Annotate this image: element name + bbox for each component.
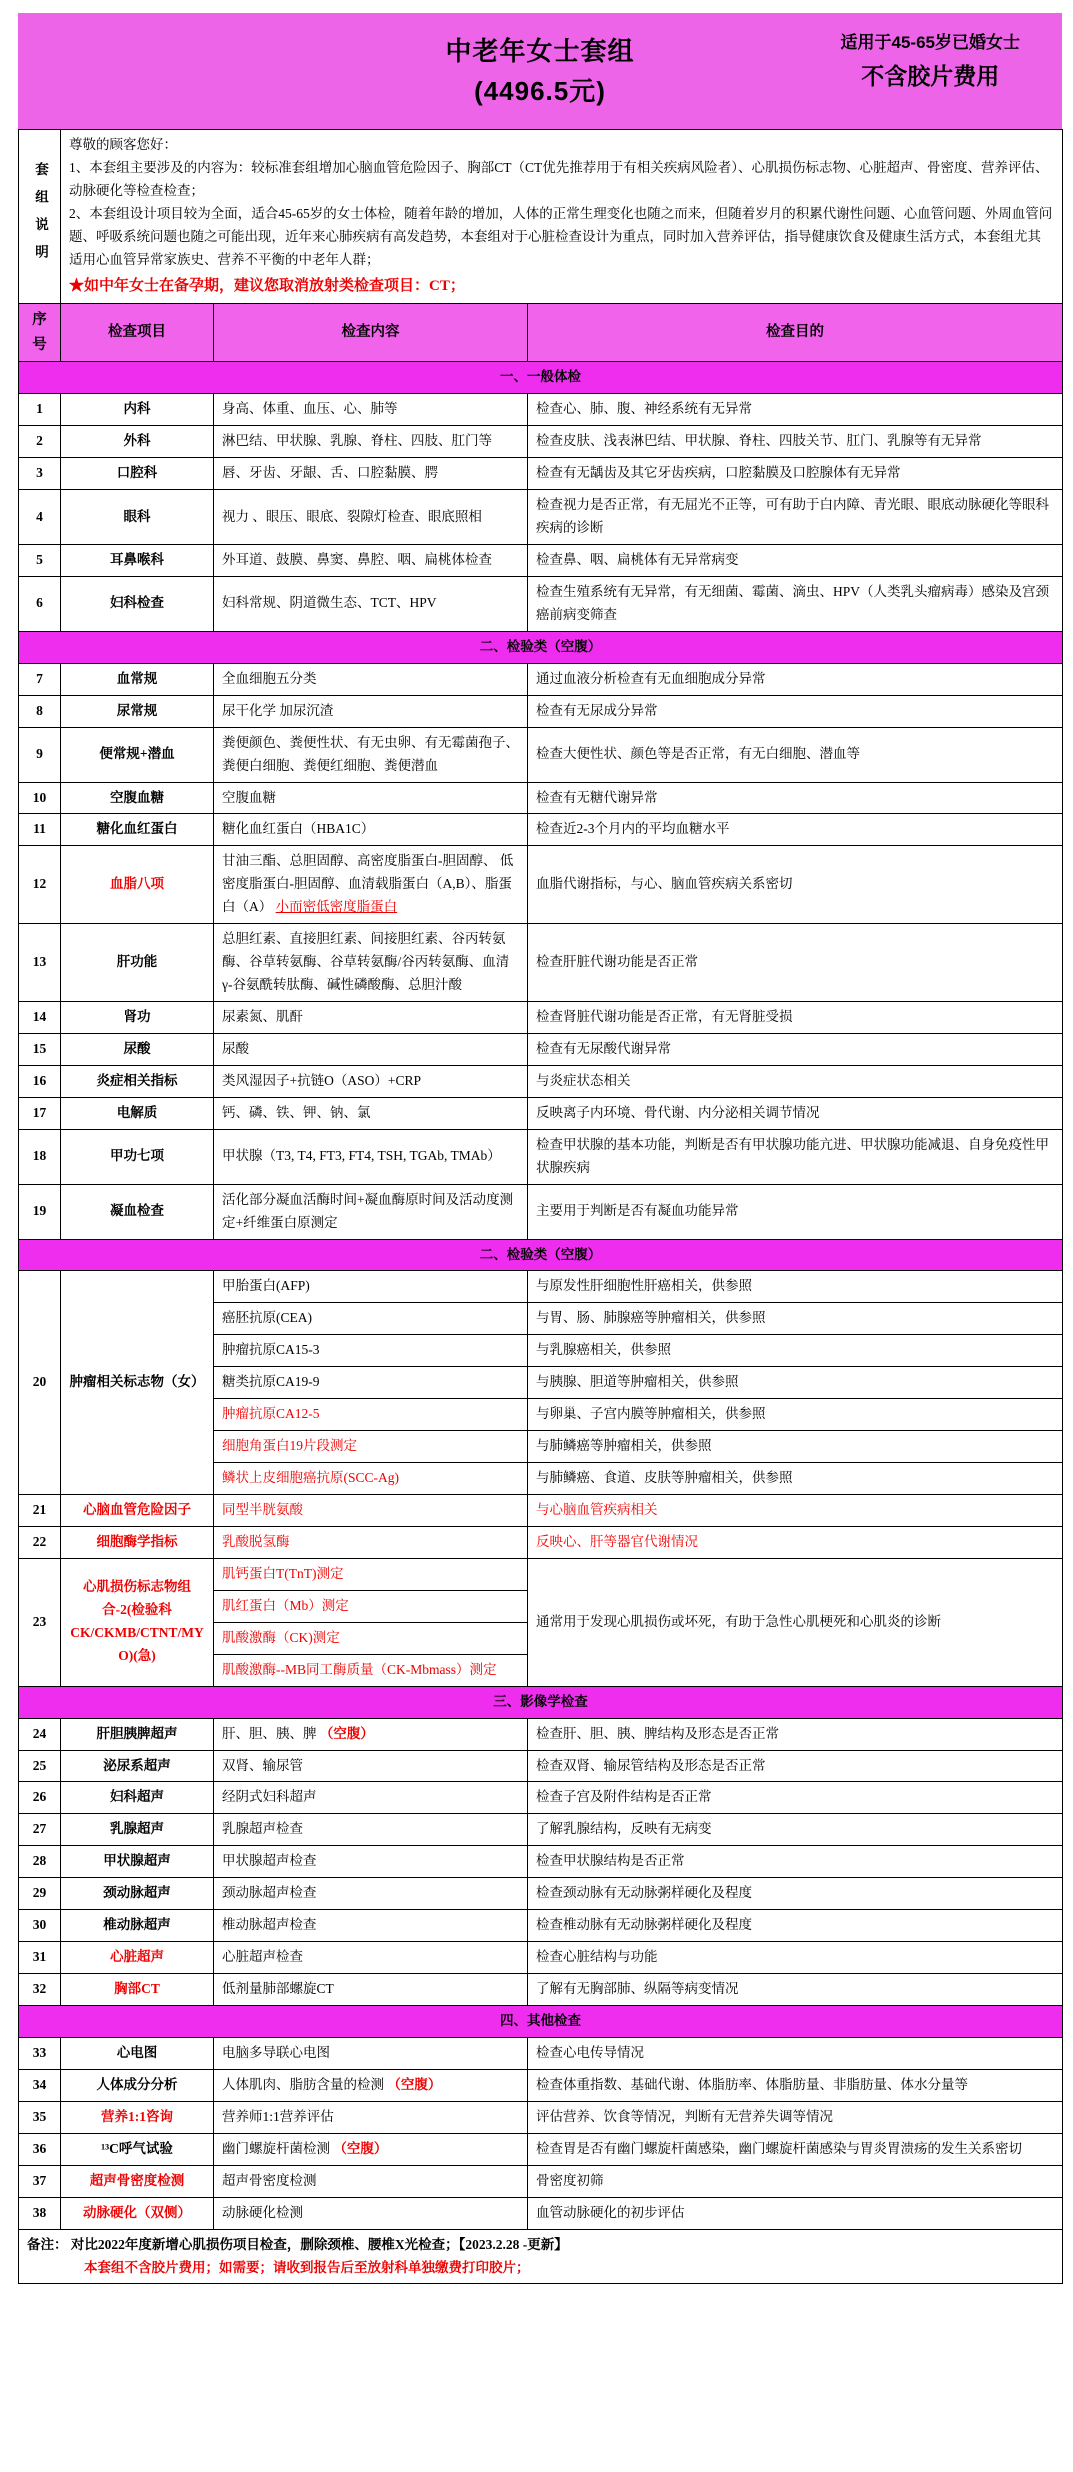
section-title: 二、检验类（空腹） (19, 1239, 1063, 1271)
exam-item-name: 血脂八项 (61, 846, 214, 924)
row-number: 25 (19, 1750, 61, 1782)
table-row (19, 1271, 1063, 1303)
exam-content-red-text: 小而密低密度脂蛋白 (275, 899, 398, 915)
exam-content-text: 粪便颜色、粪便性状、有无虫卵、有无霉菌孢子、粪便白细胞、粪便红细胞、粪便潜血 (222, 734, 519, 773)
exam-content (214, 426, 528, 458)
exam-item-name: 动脉硬化（双侧） (61, 2197, 214, 2229)
table-row (19, 1065, 1063, 1097)
exam-purpose: 与乳腺癌相关，供参照 (528, 1335, 1063, 1367)
table-row (19, 2197, 1063, 2229)
exam-purpose: 通常用于发现心肌损伤或坏死，有助于急性心肌梗死和心肌炎的诊断 (528, 1558, 1063, 1686)
exam-content-text: 总胆红素、直接胆红素、间接胆红素、谷丙转氨酶、谷草转氨酶、谷草转氨酶/谷丙转氨酶、血清γ-谷氨酰转肽酶、碱性磷酸酶、总胆汁酸 (222, 931, 510, 993)
package-price: (4496.5元) (474, 76, 606, 106)
note-cell (19, 2229, 1063, 2284)
table-row (19, 2101, 1063, 2133)
exam-content (214, 1942, 528, 1974)
table-row (19, 1718, 1063, 1750)
row-number: 29 (19, 1878, 61, 1910)
exam-content (214, 490, 528, 545)
exam-content (214, 2165, 528, 2197)
exam-content (214, 2197, 528, 2229)
table-row (19, 1910, 1063, 1942)
exam-purpose: 了解乳腺结构，反映有无病变 (528, 1814, 1063, 1846)
row-number: 4 (19, 490, 61, 545)
header-content: 检查内容 (214, 304, 528, 362)
exam-content-text: 空腹血糖 (222, 789, 276, 805)
table-row (19, 814, 1063, 846)
exam-item-name: 妇科超声 (61, 1782, 214, 1814)
exam-content (214, 1878, 528, 1910)
exam-content-text: 癌胚抗原(CEA) (222, 1310, 312, 1326)
row-number: 38 (19, 2197, 61, 2229)
table-header-row (19, 304, 1063, 362)
table-row (19, 2165, 1063, 2197)
pregnancy-ct-warning: ★如中年女士在备孕期，建议您取消放射类检查项目：CT； (69, 277, 465, 294)
banner (18, 13, 1062, 129)
table-row (19, 1750, 1063, 1782)
exam-content-text: 甲状腺超声检查 (222, 1853, 317, 1869)
exam-item-name: 肝胆胰脾超声 (61, 1718, 214, 1750)
table-row (19, 782, 1063, 814)
description-greeting: 尊敬的顾客您好： (69, 137, 177, 152)
exam-content (214, 1910, 528, 1942)
exam-content-text: 肿瘤抗原CA15-3 (222, 1342, 320, 1358)
exam-purpose: 与肺鳞癌、食道、皮肤等肿瘤相关，供参照 (528, 1463, 1063, 1495)
row-number: 11 (19, 814, 61, 846)
exam-content (214, 782, 528, 814)
exam-content (214, 663, 528, 695)
row-number: 22 (19, 1526, 61, 1558)
exam-purpose: 通过血液分析检查有无血细胞成分异常 (528, 663, 1063, 695)
exam-purpose: 检查生殖系统有无异常，有无细菌、霉菌、滴虫、HPV（人类乳头瘤病毒）感染及宫颈癌前病变筛查 (528, 576, 1063, 631)
row-number: 24 (19, 1718, 61, 1750)
exam-content-text: 电脑多导联心电图 (222, 2044, 330, 2060)
fasting-flag: （空腹） (319, 1725, 374, 1741)
row-number: 8 (19, 695, 61, 727)
table-row (19, 1033, 1063, 1065)
table-row (19, 727, 1063, 782)
header-purpose: 检查目的 (528, 304, 1063, 362)
exam-item-name: 肿瘤相关标志物（女） (61, 1271, 214, 1495)
exam-item-name: 凝血检查 (61, 1184, 214, 1239)
fasting-flag: （空腹） (333, 2140, 388, 2156)
exam-content-text: 尿素氮、肌酐 (222, 1009, 303, 1025)
exam-item-name: 心脑血管危险因子 (61, 1495, 214, 1527)
exam-item-name: 营养1:1咨询 (61, 2101, 214, 2133)
exam-content-text: 外耳道、鼓膜、鼻窦、鼻腔、咽、扁桃体检查 (222, 552, 492, 568)
exam-item-name: 血常规 (61, 663, 214, 695)
exam-purpose: 与卵巢、子宫内膜等肿瘤相关，供参照 (528, 1399, 1063, 1431)
table-row (19, 1129, 1063, 1184)
row-number: 33 (19, 2037, 61, 2069)
exam-item-name: 心电图 (61, 2037, 214, 2069)
exam-content-text: 同型半胱氨酸 (222, 1502, 303, 1518)
exam-item-name: 内科 (61, 394, 214, 426)
exam-item-name: 耳鼻喉科 (61, 545, 214, 577)
row-number: 12 (19, 846, 61, 924)
exam-purpose: 反映心、肝等器官代谢情况 (528, 1526, 1063, 1558)
exam-item-name: 尿常规 (61, 695, 214, 727)
exam-item-name: 糖化血红蛋白 (61, 814, 214, 846)
exam-purpose: 检查鼻、咽、扁桃体有无异常病变 (528, 545, 1063, 577)
exam-purpose: 检查有无尿成分异常 (528, 695, 1063, 727)
row-number: 16 (19, 1065, 61, 1097)
exam-content (214, 1495, 528, 1527)
exam-content-text: 肌酸激酶（CK)测定 (222, 1629, 340, 1645)
row-number: 14 (19, 1002, 61, 1034)
exam-purpose: 评估营养、饮食等情况，判断有无营养失调等情况 (528, 2101, 1063, 2133)
exam-item-name: 细胞酶学指标 (61, 1526, 214, 1558)
description-body (61, 130, 1063, 304)
exam-content (214, 1622, 528, 1654)
exam-item-name: 电解质 (61, 1097, 214, 1129)
exam-item-name: 超声骨密度检测 (61, 2165, 214, 2197)
exam-purpose: 检查甲状腺的基本功能，判断是否有甲状腺功能亢进、甲状腺功能减退、自身免疫性甲状腺疾病 (528, 1129, 1063, 1184)
row-number: 5 (19, 545, 61, 577)
row-number: 17 (19, 1097, 61, 1129)
exam-content-text: 活化部分凝血活酶时间+凝血酶原时间及活动度测定+纤维蛋白原测定 (222, 1191, 514, 1230)
exam-content (214, 846, 528, 924)
row-number: 1 (19, 394, 61, 426)
section-row (19, 1686, 1063, 1718)
exam-content (214, 1974, 528, 2006)
exam-purpose: 检查子宫及附件结构是否正常 (528, 1782, 1063, 1814)
exam-purpose: 与炎症状态相关 (528, 1065, 1063, 1097)
exam-content (214, 1814, 528, 1846)
table-row (19, 1846, 1063, 1878)
exam-purpose: 检查近2-3个月内的平均血糖水平 (528, 814, 1063, 846)
table-row (19, 924, 1063, 1002)
exam-item-name: 颈动脉超声 (61, 1878, 214, 1910)
exam-item-name: 甲功七项 (61, 1129, 214, 1184)
exam-purpose: 血脂代谢指标，与心、脑血管疾病关系密切 (528, 846, 1063, 924)
exam-content (214, 1463, 528, 1495)
exam-content-text: 甲状腺（T3, T4, FT3, FT4, TSH, TGAb, TMAb） (222, 1148, 501, 1164)
exam-content (214, 2069, 528, 2101)
exam-item-name: 炎症相关指标 (61, 1065, 214, 1097)
exam-purpose: 检查体重指数、基础代谢、体脂肪率、体脂肪量、非脂肪量、体水分量等 (528, 2069, 1063, 2101)
table-row (19, 1002, 1063, 1034)
table-row (19, 1526, 1063, 1558)
table-row (19, 1495, 1063, 1527)
row-number: 3 (19, 458, 61, 490)
note-row (19, 2229, 1063, 2284)
note-line-1 (27, 2234, 1054, 2257)
exam-purpose: 检查有无龋齿及其它牙齿疾病，口腔黏膜及口腔腺体有无异常 (528, 458, 1063, 490)
table-row (19, 576, 1063, 631)
row-number: 9 (19, 727, 61, 782)
note-line-2: 本套组不含胶片费用；如需要；请收到报告后至放射科单独缴费打印胶片； (84, 2259, 530, 2275)
film-fee-note: 不含胶片费用 (861, 62, 1000, 89)
section-row (19, 2006, 1063, 2038)
exam-content (214, 2133, 528, 2165)
exam-purpose: 检查甲状腺结构是否正常 (528, 1846, 1063, 1878)
exam-content-text: 妇科常规、阴道微生态、TCT、HPV (222, 595, 437, 611)
exam-table-body (19, 362, 1063, 2229)
exam-content (214, 1399, 528, 1431)
row-number: 28 (19, 1846, 61, 1878)
exam-content-text: 肿瘤抗原CA12-5 (222, 1406, 320, 1422)
row-number: 35 (19, 2101, 61, 2133)
table-row (19, 1184, 1063, 1239)
exam-item-name: 尿酸 (61, 1033, 214, 1065)
exam-item-name: 口腔科 (61, 458, 214, 490)
exam-content (214, 695, 528, 727)
exam-content-text: 身高、体重、血压、心、肺等 (222, 401, 398, 417)
exam-content (214, 1335, 528, 1367)
row-number: 34 (19, 2069, 61, 2101)
section-row (19, 631, 1063, 663)
description-paragraph-2: 2、本套组设计项目较为全面，适合45-65岁的女士体检，随着年龄的增加，人体的正常生理变化也随之而来，但随着岁月的积累代谢性问题、心血管问题、外周血管问题、呼吸系统问题也随之可能出现，近年来心肺疾病有高发趋势，本套组对于心脏检查设计为重点，同时加入营养评估，指导健康饮食及健康生活方式，本套组尤其适用心血管异常家族史、营养不平衡的中老年人群； (69, 205, 1053, 267)
exam-content (214, 1718, 528, 1750)
exam-purpose: 骨密度初筛 (528, 2165, 1063, 2197)
section-title: 二、检验类（空腹） (19, 631, 1063, 663)
exam-content (214, 576, 528, 631)
exam-item-name: 妇科检查 (61, 576, 214, 631)
exam-content (214, 1846, 528, 1878)
exam-content-text: 钙、磷、铁、钾、钠、氯 (222, 1104, 371, 1120)
table-row (19, 490, 1063, 545)
exam-content (214, 1590, 528, 1622)
exam-content (214, 545, 528, 577)
exam-purpose: 与肺鳞癌等肿瘤相关，供参照 (528, 1431, 1063, 1463)
description-paragraph-1: 1、本套组主要涉及的内容为：较标准套组增加心脑血管危险因子、胸部CT（CT优先推荐用于有相关疾病风险者）、心肌损伤标志物、心脏超声、骨密度、营养评估、动脉硬化等检查检查； (69, 159, 1049, 198)
exam-content (214, 2101, 528, 2133)
exam-content-text: 椎动脉超声检查 (222, 1917, 317, 1933)
exam-content-text: 鳞状上皮细胞癌抗原(SCC-Ag) (222, 1470, 400, 1486)
row-number: 18 (19, 1129, 61, 1184)
exam-purpose: 检查心脏结构与功能 (528, 1942, 1063, 1974)
exam-content (214, 1271, 528, 1303)
exam-content (214, 1782, 528, 1814)
exam-purpose: 检查肾脏代谢功能是否正常，有无肾脏受损 (528, 1002, 1063, 1034)
exam-purpose: 与胰腺、胆道等肿瘤相关，供参照 (528, 1367, 1063, 1399)
exam-purpose: 检查心电传导情况 (528, 2037, 1063, 2069)
exam-item-name: ¹³C呼气试验 (61, 2133, 214, 2165)
exam-content-text: 淋巴结、甲状腺、乳腺、脊柱、四肢、肛门等 (222, 433, 492, 449)
exam-content-text: 人体肌肉、脂肪含量的检测 (222, 2076, 388, 2092)
exam-purpose: 检查心、肺、腹、神经系统有无异常 (528, 394, 1063, 426)
exam-content (214, 727, 528, 782)
exam-item-name: 眼科 (61, 490, 214, 545)
exam-content-text: 甲胎蛋白(AFP) (222, 1278, 310, 1294)
exam-content-text: 糖化血红蛋白（HBA1C） (222, 821, 375, 837)
table-row (19, 545, 1063, 577)
exam-purpose: 主要用于判断是否有凝血功能异常 (528, 1184, 1063, 1239)
exam-purpose: 检查有无糖代谢异常 (528, 782, 1063, 814)
exam-content-text: 甘油三酯、总胆固醇、高密度脂蛋白-胆固醇、 低密度脂蛋白-胆固醇、血清载脂蛋白（A,B）、脂蛋白（A） (222, 853, 514, 915)
exam-item-name: 肝功能 (61, 924, 214, 1002)
exam-content-text: 低剂量肺部螺旋CT (222, 1981, 334, 1997)
row-number: 20 (19, 1271, 61, 1495)
exam-content (214, 1558, 528, 1590)
exam-content-text: 类风湿因子+抗链O（ASO）+CRP (222, 1072, 421, 1088)
exam-content-text: 肌酸激酶--MB同工酶质量（CK-Mbmass）测定 (222, 1661, 497, 1677)
package-title-name: 中老年女士套组 (445, 35, 635, 66)
row-number: 2 (19, 426, 61, 458)
exam-table (18, 129, 1063, 2284)
exam-item-name: 人体成分分析 (61, 2069, 214, 2101)
exam-content-text: 唇、牙齿、牙龈、舌、口腔黏膜、腭 (222, 465, 438, 481)
package-audience: 适用于45-65岁已婚女士 (840, 33, 1020, 52)
section-title: 四、其他检查 (19, 2006, 1063, 2038)
row-number: 37 (19, 2165, 61, 2197)
exam-content (214, 394, 528, 426)
exam-content (214, 1654, 528, 1686)
exam-purpose: 检查椎动脉有无动脉粥样硬化及程度 (528, 1910, 1063, 1942)
table-row (19, 1974, 1063, 2006)
row-number: 30 (19, 1910, 61, 1942)
table-row (19, 1814, 1063, 1846)
section-row (19, 362, 1063, 394)
exam-item-name: 便常规+潜血 (61, 727, 214, 782)
table-row (19, 2069, 1063, 2101)
exam-purpose: 检查双肾、输尿管结构及形态是否正常 (528, 1750, 1063, 1782)
exam-content-text: 心脏超声检查 (222, 1949, 303, 1965)
row-number: 6 (19, 576, 61, 631)
row-number: 21 (19, 1495, 61, 1527)
header-item: 检查项目 (61, 304, 214, 362)
table-row (19, 394, 1063, 426)
exam-item-name: 空腹血糖 (61, 782, 214, 814)
exam-content-text: 尿干化学 加尿沉渣 (222, 702, 334, 718)
table-row (19, 458, 1063, 490)
exam-content (214, 1129, 528, 1184)
exam-content-text: 营养师1:1营养评估 (222, 2108, 334, 2124)
exam-content (214, 1750, 528, 1782)
exam-content (214, 1431, 528, 1463)
exam-content-text: 超声骨密度检测 (222, 2172, 317, 2188)
exam-item-name: 心肌损伤标志物组合-2(检验科 CK/CKMB/CTNT/MYO)(急) (61, 1558, 214, 1686)
exam-item-name: 胸部CT (61, 1974, 214, 2006)
table-row (19, 1097, 1063, 1129)
row-number: 23 (19, 1558, 61, 1686)
row-number: 10 (19, 782, 61, 814)
exam-item-name: 泌尿系超声 (61, 1750, 214, 1782)
table-row (19, 2037, 1063, 2069)
exam-content (214, 1303, 528, 1335)
exam-content (214, 1033, 528, 1065)
table-row (19, 2133, 1063, 2165)
row-number: 19 (19, 1184, 61, 1239)
exam-purpose: 检查肝脏代谢功能是否正常 (528, 924, 1063, 1002)
exam-content (214, 1065, 528, 1097)
exam-content-text: 动脉硬化检测 (222, 2204, 303, 2220)
exam-item-name: 肾功 (61, 1002, 214, 1034)
exam-content-text: 糖类抗原CA19-9 (222, 1374, 320, 1390)
exam-item-name: 甲状腺超声 (61, 1846, 214, 1878)
exam-item-name: 乳腺超声 (61, 1814, 214, 1846)
exam-purpose: 与心脑血管疾病相关 (528, 1495, 1063, 1527)
exam-content-text: 乳酸脱氢酶 (222, 1533, 290, 1549)
banner-right-note (841, 29, 1020, 95)
exam-content (214, 814, 528, 846)
section-title: 三、影像学检查 (19, 1686, 1063, 1718)
exam-purpose: 反映离子内环境、骨代谢、内分泌相关调节情况 (528, 1097, 1063, 1129)
exam-content-text: 细胞角蛋白19片段测定 (222, 1438, 357, 1454)
table-row (19, 846, 1063, 924)
section-row (19, 1239, 1063, 1271)
exam-purpose: 与原发性肝细胞性肝癌相关，供参照 (528, 1271, 1063, 1303)
exam-content-text: 肌钙蛋白T(TnT)测定 (222, 1565, 344, 1581)
exam-content-text: 双肾、输尿管 (222, 1757, 303, 1773)
exam-content (214, 1097, 528, 1129)
exam-purpose: 检查颈动脉有无动脉粥样硬化及程度 (528, 1878, 1063, 1910)
exam-content (214, 458, 528, 490)
exam-content (214, 1367, 528, 1399)
exam-content-text: 经阴式妇科超声 (222, 1789, 317, 1805)
row-number: 36 (19, 2133, 61, 2165)
exam-purpose: 了解有无胸部肺、纵隔等病变情况 (528, 1974, 1063, 2006)
exam-content-text: 肌红蛋白（Mb）测定 (222, 1597, 349, 1613)
table-row (19, 1942, 1063, 1974)
exam-purpose: 检查视力是否正常，有无屈光不正等，可有助于白内障、青光眼、眼底动脉硬化等眼科疾病的诊断 (528, 490, 1063, 545)
table-row (19, 695, 1063, 727)
exam-item-name: 心脏超声 (61, 1942, 214, 1974)
table-row (19, 426, 1063, 458)
exam-content (214, 1002, 528, 1034)
description-row (19, 130, 1063, 304)
row-number: 13 (19, 924, 61, 1002)
exam-content-text: 视力 、眼压、眼底、裂隙灯检查、眼底照相 (222, 508, 482, 524)
exam-content-text: 尿酸 (222, 1040, 249, 1056)
note-update-text: 对比2022年度新增心肌损伤项目检查，删除颈椎、腰椎X光检查；【2023.2.28 -更新】 (70, 2236, 568, 2252)
section-title: 一、一般体检 (19, 362, 1063, 394)
table-row (19, 1782, 1063, 1814)
table-row (19, 663, 1063, 695)
table-row (19, 1558, 1063, 1590)
row-number: 31 (19, 1942, 61, 1974)
exam-content-text: 幽门螺旋杆菌检测 (222, 2140, 334, 2156)
exam-purpose: 检查胃是否有幽门螺旋杆菌感染，幽门螺旋杆菌感染与胃炎胃溃疡的发生关系密切 (528, 2133, 1063, 2165)
table-row (19, 1878, 1063, 1910)
row-number: 26 (19, 1782, 61, 1814)
exam-content-text: 全血细胞五分类 (222, 670, 317, 686)
row-number: 32 (19, 1974, 61, 2006)
header-no: 序号 (19, 304, 61, 362)
exam-purpose: 检查肝、胆、胰、脾结构及形态是否正常 (528, 1718, 1063, 1750)
row-number: 15 (19, 1033, 61, 1065)
exam-purpose: 检查大便性状、颜色等是否正常，有无白细胞、潜血等 (528, 727, 1063, 782)
row-number: 7 (19, 663, 61, 695)
exam-purpose: 检查皮肤、浅表淋巴结、甲状腺、脊柱、四肢关节、肛门、乳腺等有无异常 (528, 426, 1063, 458)
exam-content (214, 2037, 528, 2069)
exam-content (214, 1526, 528, 1558)
row-number: 27 (19, 1814, 61, 1846)
exam-item-name: 椎动脉超声 (61, 1910, 214, 1942)
exam-content-text: 肝、胆、胰、脾 (222, 1725, 320, 1741)
note-label: 备注： (27, 2236, 68, 2252)
exam-content-text: 乳腺超声检查 (222, 1821, 303, 1837)
package-title (445, 31, 634, 112)
description-label: 套组说明 (19, 130, 61, 304)
exam-purpose: 血管动脉硬化的初步评估 (528, 2197, 1063, 2229)
exam-purpose: 检查有无尿酸代谢异常 (528, 1033, 1063, 1065)
fasting-flag: （空腹） (387, 2076, 442, 2092)
exam-content (214, 924, 528, 1002)
exam-purpose: 与胃、肠、肺腺癌等肿瘤相关，供参照 (528, 1303, 1063, 1335)
exam-item-name: 外科 (61, 426, 214, 458)
exam-content-text: 颈动脉超声检查 (222, 1885, 317, 1901)
exam-content (214, 1184, 528, 1239)
